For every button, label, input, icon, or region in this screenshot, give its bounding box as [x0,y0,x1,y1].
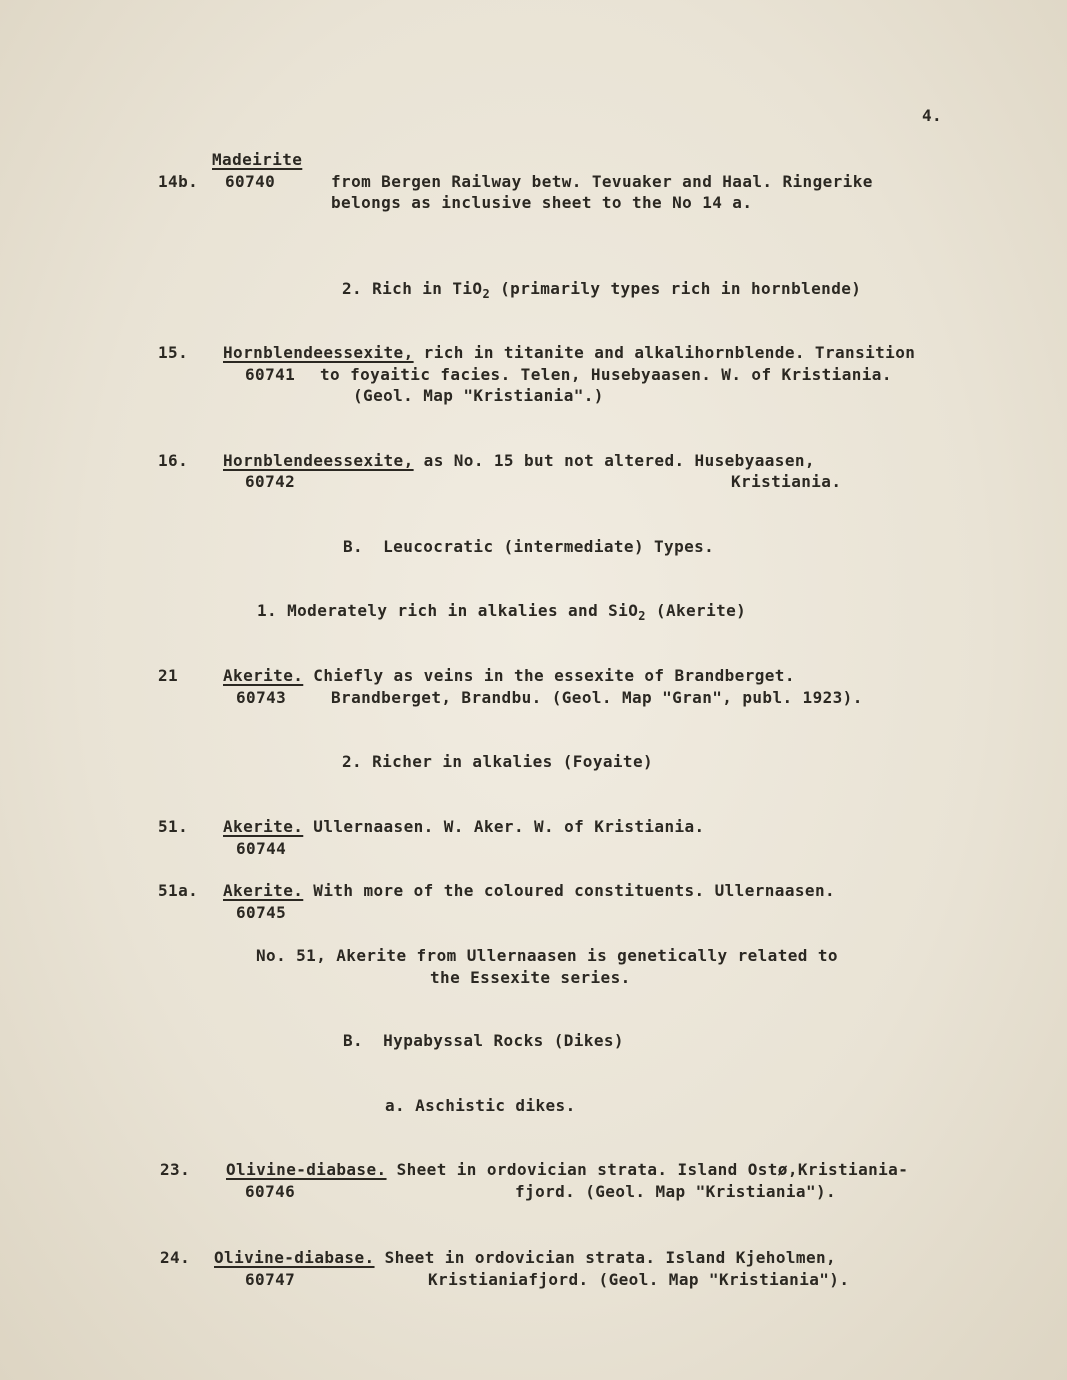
entry-23-line1: Sheet in ordovician strata. Island Ostø,Kristiania- [386,1160,909,1179]
entry-51a-line1: With more of the coloured constituents. Ullernaasen. [303,881,836,900]
entry-51-line1: Ullernaasen. W. Aker. W. of Kristiania. [303,817,705,836]
note-line2: the Essexite series. [430,968,631,987]
entry-21-catalog: 60743 [236,688,287,707]
entry-15-line2: to foyaitic facies. Telen, Husebyaasen. W. of Kristiania. [320,365,892,384]
entry-16-catalog: 60742 [245,472,296,491]
entry-23-line2: fjord. (Geol. Map "Kristiania"). [515,1182,837,1201]
heading-richer-in-alkalies: 2. Richer in alkalies (Foyaite) [342,752,654,771]
entry-14b-number: 14b. [158,172,199,191]
entry-21-name: Akerite. [223,666,304,685]
entry-51-catalog: 60744 [236,839,287,858]
entry-16-line1: as No. 15 but not altered. Husebyaasen, [413,451,815,470]
entry-16-number: 16. [158,451,189,470]
entry-24-catalog: 60747 [245,1270,296,1289]
note-line1: No. 51, Akerite from Ullernaasen is genetically related to [256,946,838,965]
entry-14b-name: Madeirite [212,150,303,169]
heading-hypabyssal-rocks: B. Hypabyssal Rocks (Dikes) [343,1031,624,1050]
entry-51a-name: Akerite. [223,881,304,900]
entry-23-name: Olivine-diabase. [226,1160,387,1179]
heading-rich-in-tio2: 2. Rich in TiO$_2$ (primarily types rich in hornblende) [342,279,862,301]
entry-14b-line1: from Bergen Railway betw. Tevuaker and Haal. Ringerike [331,172,873,191]
entry-24-number: 24. [160,1248,191,1267]
entry-21-line2: Brandberget, Brandbu. (Geol. Map "Gran", publ. 1923). [331,688,863,707]
heading-moderately-rich: 1. Moderately rich in alkalies and SiO$_2$ (Akerite) [257,601,747,623]
entry-15-number: 15. [158,343,189,362]
entry-24-name: Olivine-diabase. [214,1248,375,1267]
heading-leucocratic-types: B. Leucocratic (intermediate) Types. [343,537,715,556]
entry-21-line1: Chiefly as veins in the essexite of Brandberget. [303,666,795,685]
entry-21-number: 21 [158,666,179,685]
entry-15-line1: rich in titanite and alkalihornblende. Transition [413,343,916,362]
heading-aschistic-dikes: a. Aschistic dikes. [385,1096,576,1115]
entry-15-line3: (Geol. Map "Kristiania".) [353,386,604,405]
entry-15-name: Hornblendeessexite, [223,343,414,362]
entry-51a-number: 51a. [158,881,199,900]
entry-23-catalog: 60746 [245,1182,296,1201]
entry-24-line1: Sheet in ordovician strata. Island Kjeholmen, [374,1248,837,1267]
entry-51-number: 51. [158,817,189,836]
entry-15-catalog: 60741 [245,365,296,384]
entry-51a-catalog: 60745 [236,903,287,922]
entry-14b-catalog: 60740 [225,172,276,191]
entry-14b-line2: belongs as inclusive sheet to the No 14 a. [331,193,753,212]
page-number: 4. [922,106,943,125]
entry-51-name: Akerite. [223,817,304,836]
entry-24-line2: Kristianiafjord. (Geol. Map "Kristiania"). [428,1270,850,1289]
entry-16-name: Hornblendeessexite, [223,451,414,470]
entry-16-line2: Kristiania. [731,472,842,491]
entry-23-number: 23. [160,1160,191,1179]
